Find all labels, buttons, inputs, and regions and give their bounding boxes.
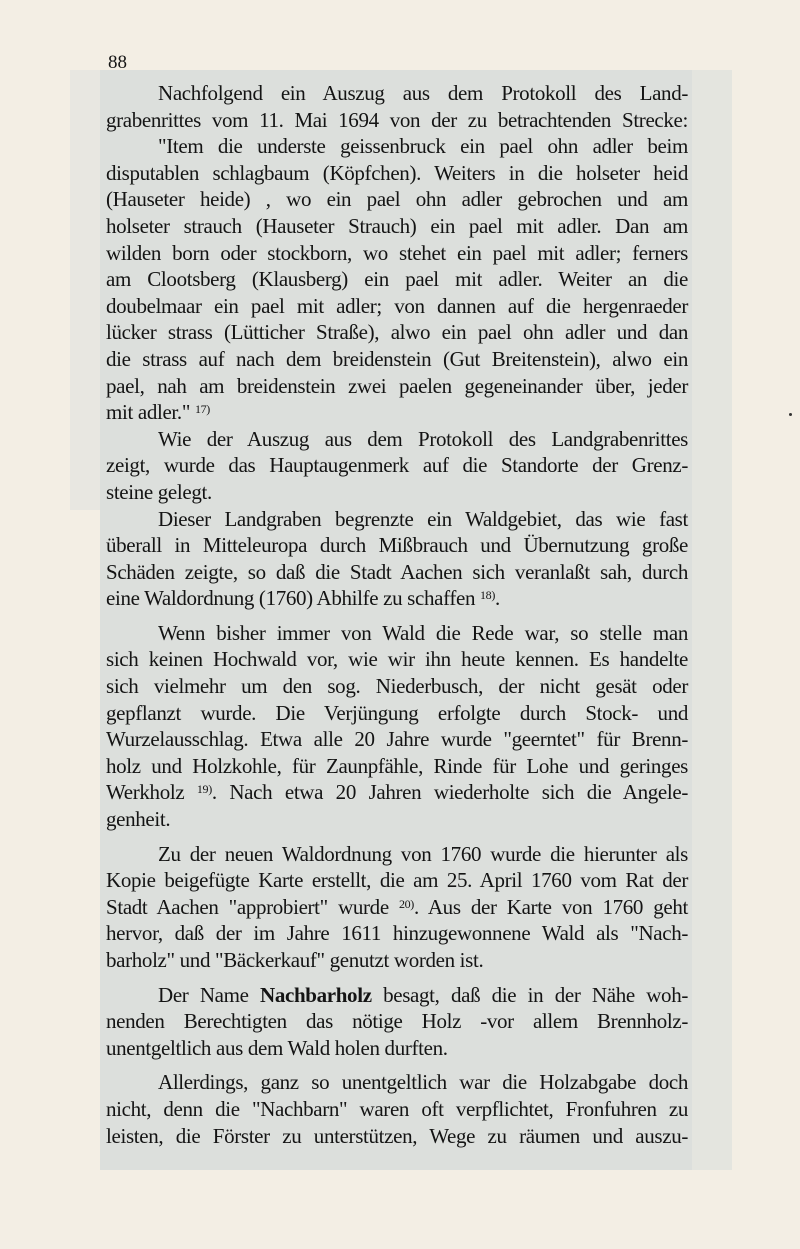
text-line: Kopie beigefügte Karte erstellt, die am 25. April 1760 vom Rat der — [106, 868, 688, 893]
text-line: nicht, denn die "Nachbarn" waren oft verpflichtet, Fronfuhren zu — [106, 1096, 688, 1121]
text-line: überall in Mitteleuropa durch Mißbrauch und Übernutzung große — [106, 533, 688, 558]
text-line: Wenn bisher immer von Wald die Rede war, so stelle man — [158, 620, 688, 645]
text-line: steine gelegt. — [106, 479, 212, 504]
text-line — [106, 399, 688, 426]
text-line — [106, 894, 688, 921]
footnote-ref: 20) — [398, 896, 414, 911]
text-line: am Clootsberg (Klausberg) ein pael mit adler. Weiter an die — [106, 267, 688, 292]
paragraph-summary — [106, 426, 688, 506]
page-body — [106, 80, 688, 1149]
text-line — [106, 585, 688, 612]
text-fragment: Stadt Aachen "approbiert" wurde — [106, 894, 389, 919]
paper-speck — [789, 413, 792, 416]
footnote-ref: 18) — [480, 588, 495, 603]
paragraph-intro — [106, 80, 688, 133]
text-line: grabenrittes vom 11. Mai 1694 von der zu betrachtenden Strecke: — [106, 107, 688, 132]
paragraph-niederbusch — [106, 620, 688, 833]
text-line: holseter strauch (Hauseter Strauch) ein pael mit adler. Dan am — [106, 213, 688, 238]
text-line: Nachfolgend ein Auszug aus dem Protokoll des Land- — [158, 81, 688, 105]
text-fragment: . Aus der Karte von 1760 geht — [413, 894, 688, 919]
text-fragment: Werkholz — [106, 780, 185, 805]
footnote-ref: 17) — [194, 402, 210, 417]
paragraph-quote — [106, 133, 688, 426]
text-line: wilden born oder stockborn, wo stehet ein pael mit adler; ferners — [106, 240, 688, 265]
text-line: sich vielmehr um den sog. Niederbusch, der nicht gesät oder — [106, 674, 688, 699]
text-line: doubelmaar ein pael mit adler; von dannen auf die hergenraeder — [106, 293, 688, 318]
bold-term: Nachbarholz — [260, 982, 372, 1007]
text-line: Wurzelausschlag. Etwa alle 20 Jahre wurde "geerntet" für Brenn- — [106, 727, 688, 752]
paragraph-nachbarholz — [106, 982, 688, 1062]
text-line: holz und Holzkohle, für Zaunpfähle, Rinde für Lohe und geringes — [106, 753, 688, 778]
text-line: genheit. — [106, 807, 171, 832]
text-line — [106, 779, 688, 806]
text-line: Dieser Landgraben begrenzte ein Waldgebiet, das wie fast — [158, 506, 688, 531]
text-line: unentgeltlich aus dem Wald holen durften. — [106, 1035, 448, 1060]
text-line: barholz" und "Bäckerkauf" genutzt worden ist. — [106, 948, 484, 972]
text-line: leisten, die Förster zu unterstützen, Wege zu räumen und auszu- — [106, 1123, 688, 1148]
text-line: Wie der Auszug aus dem Protokoll des Landgrabenrittes — [158, 426, 688, 451]
text-line: lücker strass (Lütticher Straße), alwo ein pael ohn adler und dan — [106, 320, 688, 345]
text-fragment: Der Name — [158, 982, 249, 1007]
text-line: hervor, daß der im Jahre 1611 hinzugewonnene Wald als "Nach- — [106, 921, 688, 946]
footnote-ref: 19) — [196, 782, 212, 797]
text-line: gepflanzt wurde. Die Verjüngung erfolgte durch Stock- und — [106, 700, 688, 725]
text-line: "Item die underste geissenbruck ein pael ohn adler beim — [158, 134, 688, 159]
text-fragment: . — [494, 586, 500, 611]
text-line: pael, nah am breidenstein zwei paelen gegeneinander über, jeder — [106, 373, 688, 398]
paragraph-landgraben — [106, 506, 688, 612]
text-line: Zu der neuen Waldordnung von 1760 wurde die hierunter als — [158, 841, 688, 866]
page-number: 88 — [108, 52, 127, 73]
text-fragment: eine Waldordnung (1760) Abhilfe zu schaffen — [106, 586, 476, 611]
text-line — [106, 982, 688, 1009]
text-fragment: . Nach etwa 20 Jahren wiederholte sich die Angele- — [211, 780, 688, 805]
paragraph-karte — [106, 841, 688, 974]
text-line: sich keinen Hochwald vor, wie wir ihn heute kennen. Es handelte — [106, 647, 688, 672]
bleed-through-shade-left — [70, 70, 100, 510]
text-line: Allerdings, ganz so unentgeltlich war die Holzabgabe doch — [158, 1070, 688, 1095]
paragraph-holzabgabe — [106, 1069, 688, 1149]
text-fragment: mit adler." — [106, 400, 191, 425]
text-line: disputablen schlagbaum (Köpfchen). Weiters in die holseter heid — [106, 160, 688, 185]
text-fragment: besagt, daß die in der Nähe woh- — [383, 982, 688, 1007]
text-line: zeigt, wurde das Hauptaugenmerk auf die Standorte der Grenz- — [106, 453, 688, 478]
text-line: nenden Berechtigten das nötige Holz -vor allem Brennholz- — [106, 1009, 688, 1034]
text-line: (Hauseter heide) , wo ein pael ohn adler gebrochen und am — [106, 187, 688, 212]
bleed-through-shade-edge — [692, 70, 732, 1170]
text-line: die strass auf nach dem breidenstein (Gut Breitenstein), alwo ein — [106, 346, 688, 371]
text-line: Schäden zeigte, so daß die Stadt Aachen sich veranlaßt sah, durch — [106, 559, 688, 584]
